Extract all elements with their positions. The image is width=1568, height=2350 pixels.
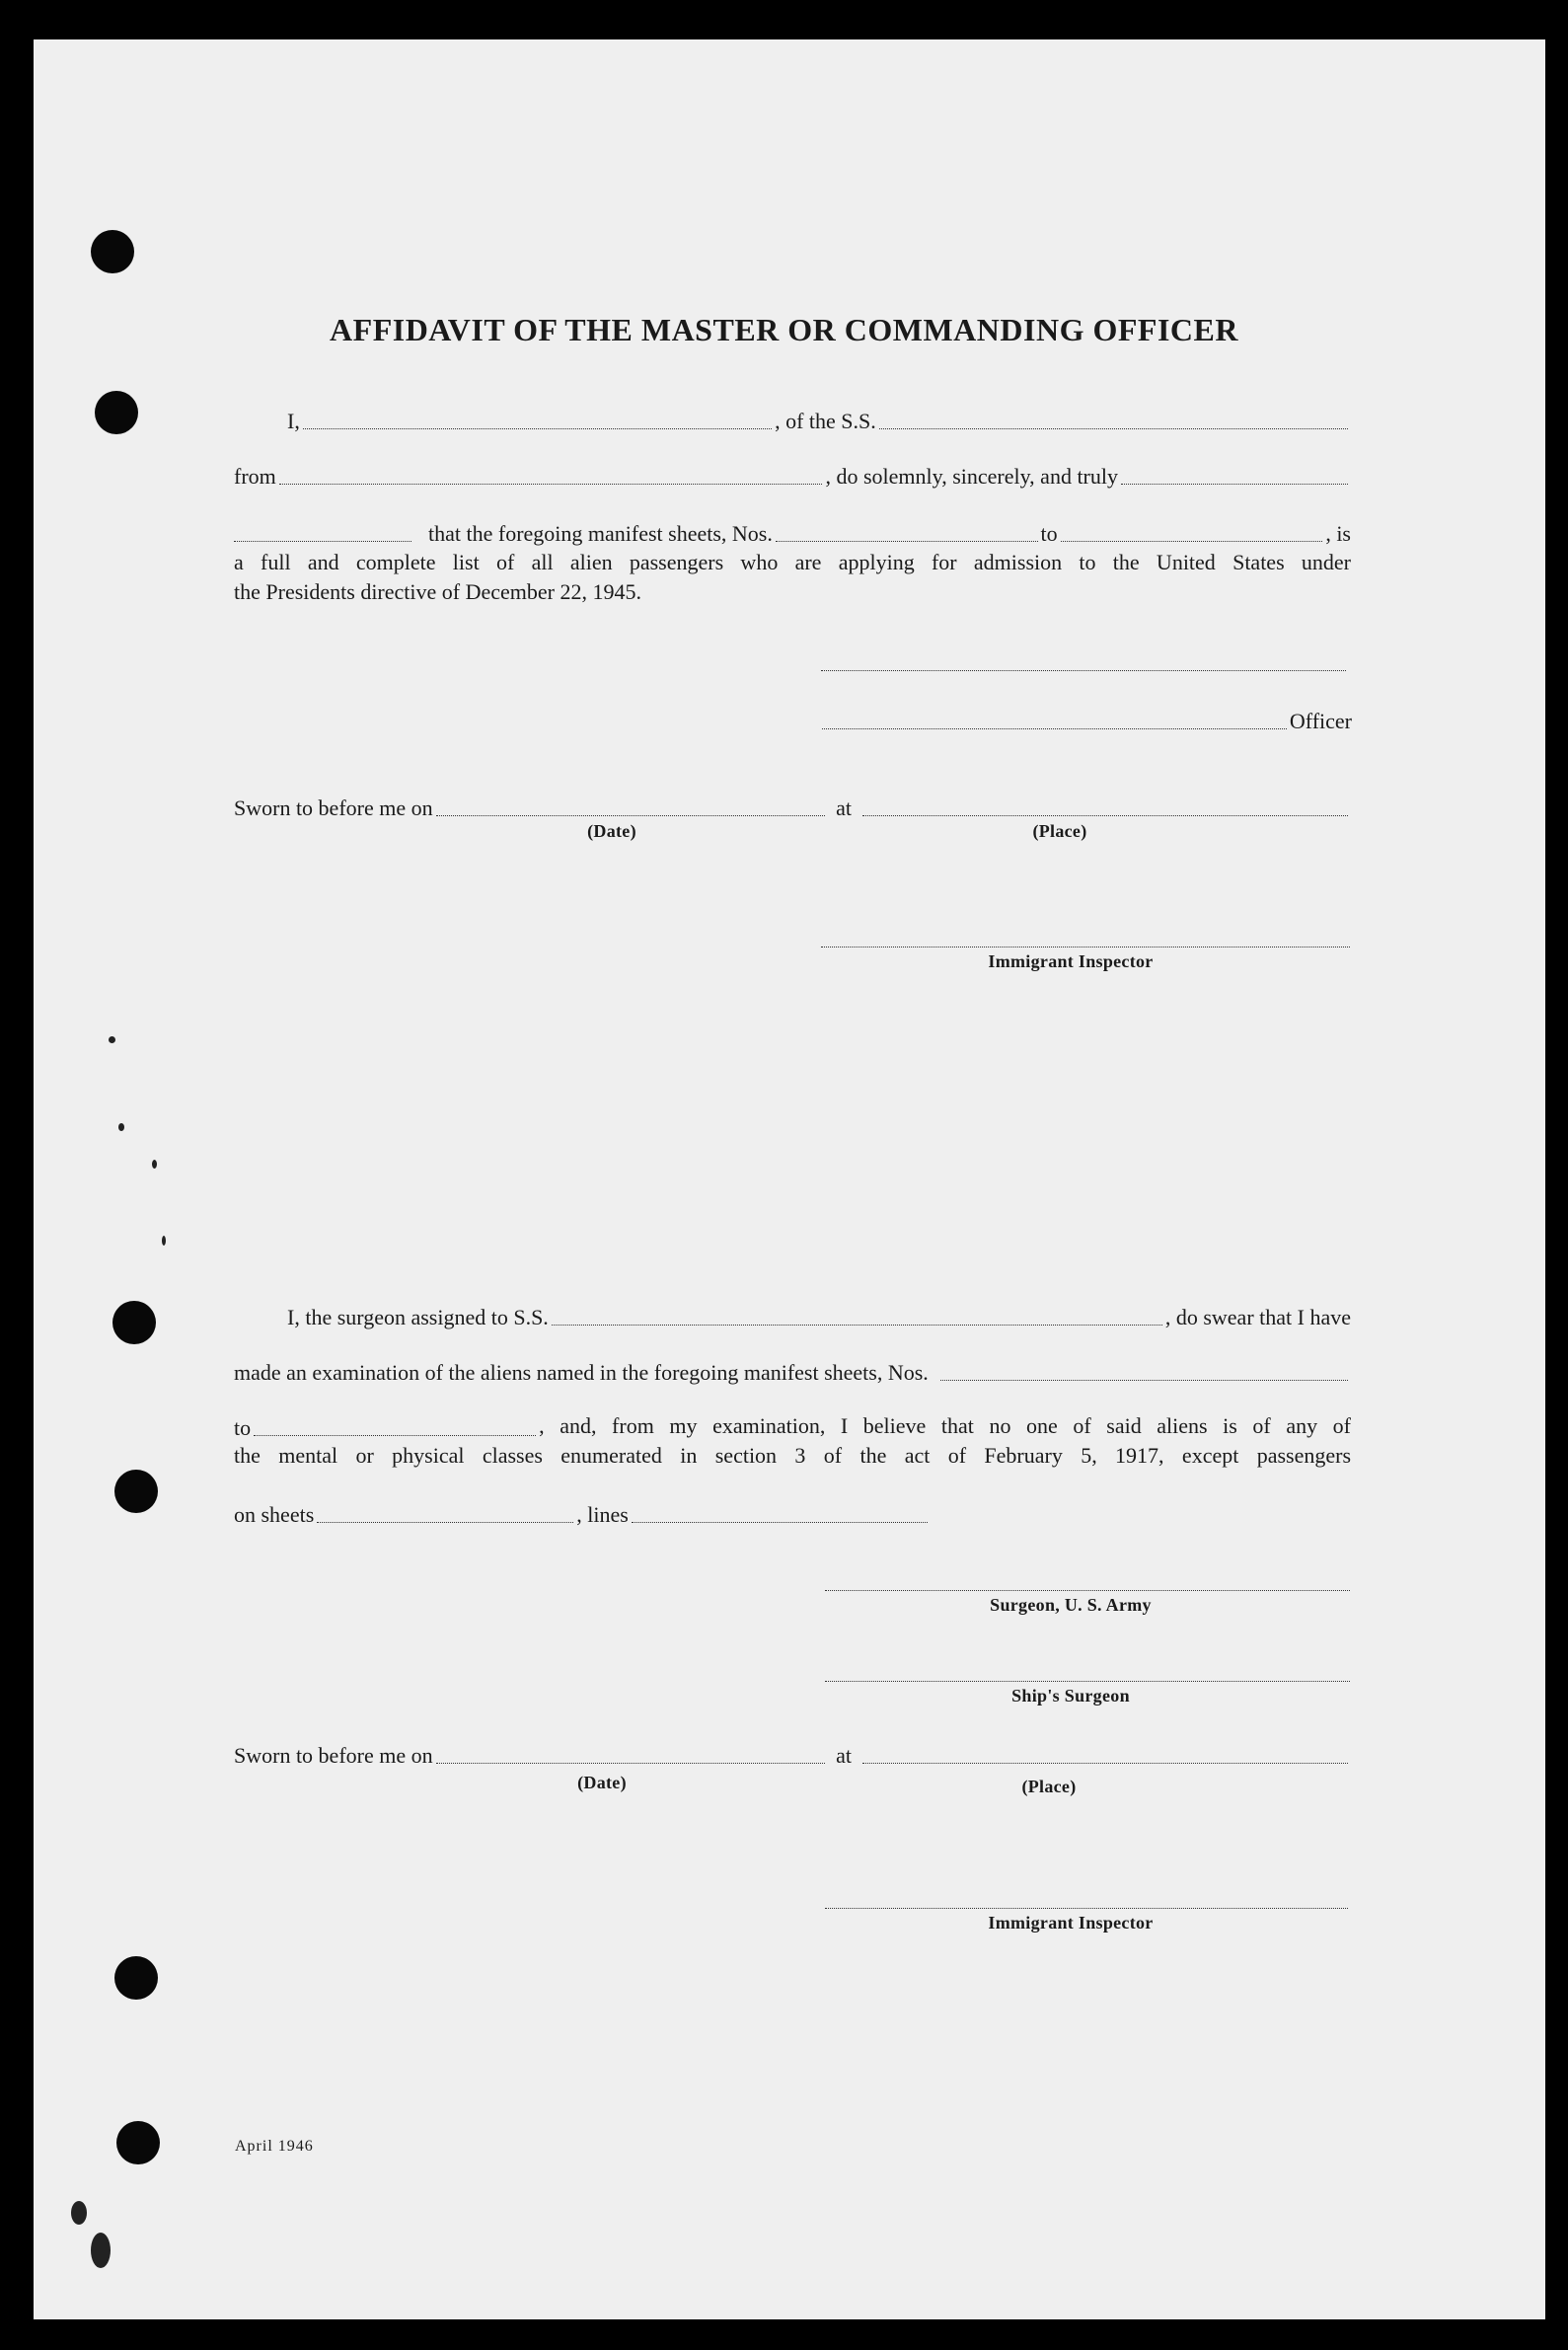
surgeon-intro-label: I, the surgeon assigned to S.S. (287, 1305, 549, 1329)
speck (91, 2233, 111, 2268)
surgeon-sworn-at-label: at (836, 1743, 852, 1768)
surgeon-sheets-to-field[interactable] (254, 1434, 536, 1436)
binder-hole (116, 2121, 160, 2164)
surgeon-body-line: the mental or physical classes enumerated in section 3 of the act of February 5, 1917, except passengers (234, 1443, 1351, 1468)
surgeon-exception-sheets-field[interactable] (317, 1521, 573, 1523)
surgeon-sworn-date-field[interactable] (436, 1762, 825, 1764)
surgeon-sworn-row (234, 1737, 1351, 1769)
speck (162, 1236, 166, 1246)
speck (71, 2201, 87, 2225)
document-page (34, 39, 1545, 2319)
master-to-label: to (1040, 521, 1058, 546)
master-line-3 (234, 515, 1351, 547)
master-sheets-from-field[interactable] (776, 540, 1038, 542)
master-ship-name-field[interactable] (879, 427, 1348, 429)
master-inspector-caption: Immigrant Inspector (988, 951, 1154, 971)
surgeon-swear-label: , do swear that I have (1164, 1305, 1351, 1329)
master-inspector-signature-line[interactable] (821, 946, 1350, 948)
surgeon-sheets-from-field[interactable] (940, 1379, 1348, 1381)
form-title: AFFIDAVIT OF THE MASTER OR COMMANDING OFFICER (330, 312, 1238, 347)
master-place-caption: (Place) (1032, 821, 1087, 841)
surgeon-line-1 (234, 1299, 1351, 1330)
master-i-label: I, (287, 409, 300, 433)
master-sheets-to-field[interactable] (1061, 540, 1323, 542)
officer-signature-field[interactable] (822, 727, 1287, 729)
surgeon-exception-lines-field[interactable] (632, 1521, 928, 1523)
master-is-label: , is (1325, 521, 1351, 546)
form-date-footer: April 1946 (235, 2138, 314, 2155)
master-sworn-place-field[interactable] (862, 814, 1348, 816)
master-from-label: from (234, 464, 276, 489)
master-oath-field[interactable] (1121, 483, 1348, 485)
master-oath-word-field[interactable] (234, 540, 411, 542)
master-name-field[interactable] (303, 427, 772, 429)
master-body-line-1: a full and complete list of all alien passengers who are applying for admission to the United States under (234, 550, 1351, 574)
master-signature-line[interactable] (821, 669, 1346, 671)
surgeon-finding-label: , and, from my examination, I believe that no one of said aliens is of any of (539, 1413, 1351, 1438)
master-body-line-2: the Presidents directive of December 22, 1945. (234, 579, 641, 604)
officer-label: Officer (1289, 709, 1352, 733)
surgeon-line-5 (234, 1496, 1351, 1528)
master-line-2 (234, 458, 1351, 490)
surgeon-exam-label: made an examination of the aliens named in the foregoing manifest sheets, Nos. (234, 1360, 929, 1385)
master-port-field[interactable] (279, 483, 823, 485)
master-sworn-date-field[interactable] (436, 814, 825, 816)
surgeon-place-caption: (Place) (1021, 1777, 1077, 1796)
master-sheets-label: that the foregoing manifest sheets, Nos. (428, 521, 773, 546)
surgeon-line-2 (234, 1354, 1351, 1386)
surgeon-sworn-place-field[interactable] (862, 1762, 1348, 1764)
master-solemnly-label: , do solemnly, sincerely, and truly (825, 464, 1118, 489)
surgeon-sworn-label: Sworn to before me on (234, 1743, 433, 1768)
speck (109, 1036, 115, 1043)
master-sworn-label: Sworn to before me on (234, 796, 433, 820)
master-line-1 (234, 403, 1351, 434)
binder-hole (95, 391, 138, 434)
speck (118, 1123, 124, 1131)
surgeon-lines-label: , lines (576, 1502, 629, 1527)
master-of-ss-label: , of the S.S. (775, 409, 876, 433)
surgeon-ship-field[interactable] (552, 1324, 1162, 1326)
surgeon-inspector-signature-line[interactable] (825, 1907, 1348, 1909)
binder-hole (112, 1301, 156, 1344)
master-sworn-at-label: at (836, 796, 852, 820)
master-date-caption: (Date) (587, 821, 636, 841)
officer-signature-row (819, 703, 1352, 734)
surgeon-on-sheets-label: on sheets (234, 1502, 315, 1527)
surgeon-date-caption: (Date) (577, 1773, 627, 1792)
ship-surgeon-caption: Ship's Surgeon (1011, 1686, 1130, 1706)
surgeon-line-3 (234, 1409, 1351, 1441)
speck (152, 1160, 157, 1169)
master-sworn-row (234, 790, 1351, 821)
ship-surgeon-signature-line[interactable] (825, 1680, 1350, 1682)
binder-hole (91, 230, 134, 273)
surgeon-to-label: to (234, 1415, 252, 1440)
surgeon-inspector-caption: Immigrant Inspector (988, 1913, 1154, 1933)
binder-hole (114, 1470, 158, 1513)
army-surgeon-signature-line[interactable] (825, 1589, 1350, 1591)
army-surgeon-caption: Surgeon, U. S. Army (990, 1595, 1152, 1615)
binder-hole (114, 1956, 158, 2000)
